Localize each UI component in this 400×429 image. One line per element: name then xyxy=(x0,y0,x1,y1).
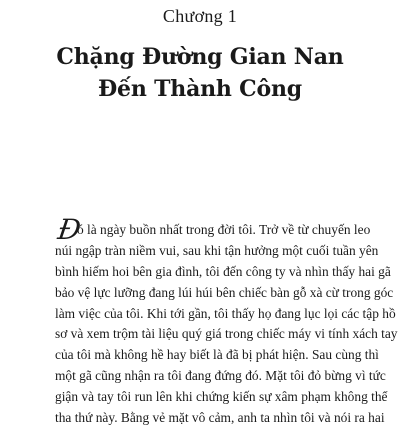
body-line: núi ngập tràn niềm vui, sau khi tận hưởng một cuối tuần yên xyxy=(55,242,379,258)
body-line: bình hiếm hoi bên gia đình, tôi đến công ty và nhìn thấy hai gã xyxy=(55,263,391,279)
body-line: giận và tay tôi run lên khi chứng kiến sự xâm phạm không thể xyxy=(55,389,388,405)
body-line: làm việc của tôi. Khi tới gần, tôi thấy họ đang lục lọi các tập hồ xyxy=(55,305,396,321)
body-line: của tôi mà không hề hay biết là đã bị phát hiện. Sau cùng thì xyxy=(55,347,379,363)
body-line: ó là ngày buồn nhất trong đời tôi. Trở về từ chuyến leo xyxy=(77,222,371,237)
body-line: một gã cũng nhận ra tôi đang đứng đó. Mặt tôi đỏ bừng vì tức xyxy=(55,368,386,384)
body-line: tha thứ này. Bằng vẻ mặt vô cảm, anh ta nhìn tôi và nói ra hai xyxy=(55,410,385,426)
body-paragraph xyxy=(55,220,398,429)
chapter-title-line-1: Chặng Đường Gian Nan xyxy=(56,44,344,70)
body-line: bảo vệ lực lưỡng đang lúi húi bên chiếc bàn gỗ xà cừ trong góc xyxy=(55,284,394,300)
chapter-title-line-2: Đến Thành Công xyxy=(98,76,302,102)
body-line: sơ và xem trộm tài liệu quý giá trong chiếc máy vi tính xách tay xyxy=(55,326,398,342)
chapter-number: Chương 1 xyxy=(162,6,238,26)
drop-cap-letter: Đ xyxy=(55,213,83,246)
